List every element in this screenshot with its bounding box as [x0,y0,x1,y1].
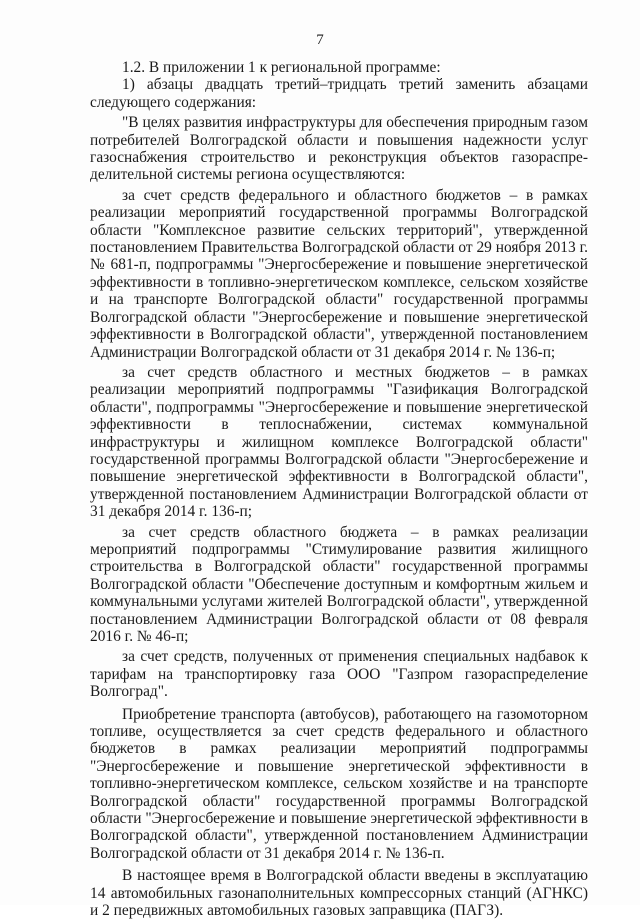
page-number: 7 [316,32,324,48]
quoted-intro-paragraph: "В целях развития инфраструктуры для обеспечения природным газом потребителей Волгоградской области и повышения надежности услуг газоснабжения строительство и реконструкция объектов газораспре-делительной системы региона осуществляются: [90,114,588,184]
stations-paragraph: В настоящее время в Волгоградской области введены в эксплуатацию 14 автомобильных газонаполнительных компрессорных станций (АГНКС) и 2 передвижных автомобильных газовых заправщика (ПАГЗ). [90,867,588,920]
document-body [90,59,588,920]
transport-paragraph: Приобретение транспорта (автобусов), работающего на газомоторном топливе, осуществляется за счет средств федерального и областного бюджетов в рамках реализации мероприятий подпрограммы "Энергосбережение и повышение энергетической эффективности в топливно-энергетическом комплексе, сельском хозяйстве и на транспорте Волгоградской области" государственной программы Волгоградской области "Энергосбережение и повышение энергетической эффективности в Волгоградской области", утвержденной постановлением Администрации Волгоградской области от 31 декабря 2014 г. № 136-п. [90,705,588,862]
funding-regional-paragraph: за счет средств областного бюджета – в рамках реализации мероприятий подпрограммы "Стимулирование развития жилищного строительства в Волгоградской области" государственной программы Волгоградской области "Обеспечение доступным и комфортным жильем и коммунальными услугами жителей Волгоградской области", утвержденной постановлением Администрации Волгоградской области от 08 февраля 2016 г. № 46-п; [90,523,588,645]
funding-tariff-paragraph: за счет средств, полученных от применения специальных надбавок к тарифам на транспортировку газа ООО "Газпром газораспределение Волгоград". [90,648,588,701]
funding-regional-local-paragraph: за счет средств областного и местных бюджетов – в рамках реализации мероприятий подпрограммы "Газификация Волгоградской области", подпрограммы "Энергосбережение и повышение энергетической эффективности в теплоснабжении, системах коммунальной инфраструктуры и жилищном комплексе Волгоградской области" государственной программы Волгоградской области "Энергосбережение и повышение энергетической эффективности в Волгоградской области", утвержденной постановлением Администрации Волгоградской области от 31 декабря 2014 г. 136-п; [90,363,588,521]
section-heading-paragraph: 1.2. В приложении 1 к региональной программе: [122,59,441,76]
funding-federal-paragraph: за счет средств федерального и областного бюджетов – в рамках реализации мероприятий государственной программы Волгоградской области "Комплексное развитие сельских территорий", утвержденной постановлением Правительства Волгоградской области от 29 ноября 2013 г. № 681-п, подпрограммы "Энергосбережение и повышение энергетической эффективности в топливно-энергетическом комплексе, сельском хозяйстве и на транспорте Волгоградской области" государственной программы Волгоградской области "Энергосбережение и повышение энергетической эффективности в Волгоградской области", утвержденной постановлением Администрации Волгоградской области от 31 декабря 2014 г. № 136-п; [90,186,588,361]
instruction-paragraph: 1) абзацы двадцать третий–тридцать третий заменить абзацами следующего содержания: [90,76,588,111]
